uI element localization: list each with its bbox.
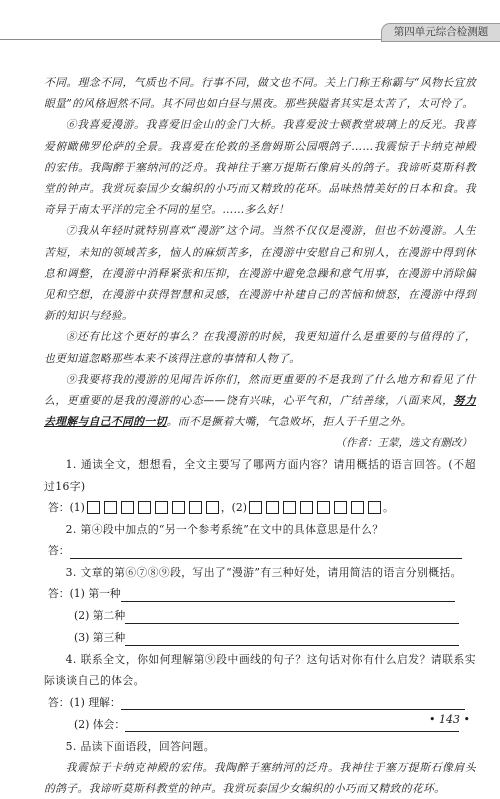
answer-3-3-label: (3) 第三种 bbox=[74, 631, 126, 645]
answer-box[interactable] bbox=[300, 501, 313, 514]
passage-paragraph-8: ⑧还有比这个更好的事么？在我漫游的时候，我更知道什么是重要的与值得的了，也更知道忽略那些本来不该得注意的事情和人物了。 bbox=[44, 330, 476, 365]
answer-box[interactable] bbox=[266, 501, 279, 514]
answer-box[interactable] bbox=[155, 501, 168, 514]
answer-box[interactable] bbox=[249, 501, 262, 514]
answer-3-2-label: (2) 第二种 bbox=[74, 609, 126, 623]
question-5: 5. 品读下面语段，回答问题。 bbox=[65, 739, 215, 753]
answer-box[interactable] bbox=[189, 501, 202, 514]
answer-4-1-line[interactable] bbox=[121, 695, 465, 710]
answer-box[interactable] bbox=[206, 501, 219, 514]
section-title: 第四单元综合检测题 bbox=[381, 23, 500, 42]
answer-2 bbox=[44, 540, 476, 562]
answer-4-2-line[interactable] bbox=[125, 717, 459, 732]
question-4: 4. 联系全文，你如何理解第⑨段中画线的句子？这句话对你有什么启发？请联系实际谈谈自己的体会。 bbox=[44, 653, 476, 688]
answer-3-3-line[interactable] bbox=[125, 631, 459, 646]
passage-paragraph-9 bbox=[44, 369, 476, 433]
passage-paragraph-6: ⑥我喜爱漫游。我喜爱旧金山的金门大桥。我喜爱波士顿教堂玻璃上的反光。我喜爱俯瞰佛罗伦萨的全景。我喜爱在伦敦的圣詹姆斯公园喂鸽子……我震惊于卡纳克神殿的宏伟。我陶醉于塞纳河的泛舟。我神往于塞万提斯石像肩头的鸽子。我谛听莫斯科教堂的钟声。我赏玩泰国少女编织的小巧而又精致的花环。品味热情美好的日本和食。我奇异于南太平洋的完全不同的星空。……多么好！ bbox=[44, 118, 476, 217]
answer-1-boxes-b[interactable] bbox=[249, 501, 381, 514]
question-3: 3. 文章的第⑥⑦⑧⑨段，写出了“漫游”有三种好处，请用简洁的语言分别概括。 bbox=[65, 566, 462, 580]
answer-4-1-label: 答：(1) 理解： bbox=[48, 695, 121, 709]
answer-2-label: 答： bbox=[48, 544, 70, 558]
question-5-passage: 我震惊于卡纳克神殿的宏伟。我陶醉于塞纳河的泛舟。我神往于塞万提斯石像肩头的鸽子。我谛听莫斯科教堂的钟声。我赏玩泰国少女编织的小巧而又精致的花环。 bbox=[44, 760, 476, 796]
answer-1 bbox=[44, 497, 476, 519]
answer-box[interactable] bbox=[283, 501, 296, 514]
answer-4-1 bbox=[44, 692, 476, 714]
answer-3-2-line[interactable] bbox=[125, 609, 459, 624]
answer-3-1-line[interactable] bbox=[121, 587, 455, 602]
answer-1-boxes-a[interactable] bbox=[87, 501, 219, 514]
p9-text-a: ⑨我要将我的漫游的见闻告诉你们，然而更重要的不是我到了什么地方和看见了什么，更重要的是我的漫游的心态——饶有兴味，心平气和，广结善缘，八面来风， bbox=[44, 372, 476, 408]
answer-box[interactable] bbox=[368, 501, 381, 514]
page-content bbox=[44, 72, 476, 799]
passage-paragraph-7: ⑦我从年轻时就特别喜欢“漫游”这个词。当然不仅仅是漫游，但也不妨漫游。人生苦短，未知的领域苦多，恼人的麻烦苦多，在漫游中安慰自己和别人，在漫游中得到休息和调整，在漫游中消释紧张和压抑，在漫游中避免急躁和意气用事，在漫游中消除偏见和空想，在漫游中获得智慧和灵感，在漫游中补建自己的苦恼和愤怒，在漫游中得到新的知识与经验。 bbox=[44, 224, 476, 323]
answer-4-2 bbox=[44, 714, 476, 736]
author-credit: （作者：王蒙，选文有删改） bbox=[335, 437, 472, 450]
page-number: • 143 • bbox=[429, 713, 470, 726]
answer-1-label-2: ，(2) bbox=[220, 500, 247, 514]
answer-3-3 bbox=[44, 627, 476, 649]
answer-1-tail: 。 bbox=[382, 500, 394, 514]
answer-box[interactable] bbox=[104, 501, 117, 514]
p9-underlined-sentence: 努力去理解与自己不同的一切 bbox=[44, 394, 476, 429]
answer-box[interactable] bbox=[138, 501, 151, 514]
answer-box[interactable] bbox=[87, 501, 100, 514]
answer-1-label: 答：(1) bbox=[48, 500, 85, 514]
answer-box[interactable] bbox=[351, 501, 364, 514]
answer-3-2 bbox=[44, 605, 476, 627]
answer-box[interactable] bbox=[317, 501, 330, 514]
answer-4-2-label: (2) 体会： bbox=[74, 717, 126, 731]
question-1: 1. 通读全文，想想看，全文主要写了哪两方面内容？请用概括的语言回答。(不超过16字) bbox=[44, 458, 476, 493]
p9-text-b: 。而不是撅着大嘴，气急败坏，拒人于千里之外。 bbox=[166, 415, 412, 429]
answer-3-1 bbox=[44, 583, 476, 605]
question-2: 2. 第④段中加点的“另一个参考系统”在文中的具体意思是什么？ bbox=[65, 522, 384, 536]
answer-box[interactable] bbox=[121, 501, 134, 514]
answer-3-1-label: 答：(1) 第一种 bbox=[48, 587, 121, 601]
answer-box[interactable] bbox=[172, 501, 185, 514]
passage-paragraph-5-tail: 不同。理念不同，气质也不同。行事不同，做文也不同。关上门称王称霸与“风物长宜放眼量”的风格迥然不同。其不同也如白昼与黑夜。那些狭隘者其实是太苦了，太可怜了。 bbox=[44, 76, 476, 111]
answer-2-line[interactable] bbox=[70, 544, 462, 559]
answer-box[interactable] bbox=[334, 501, 347, 514]
